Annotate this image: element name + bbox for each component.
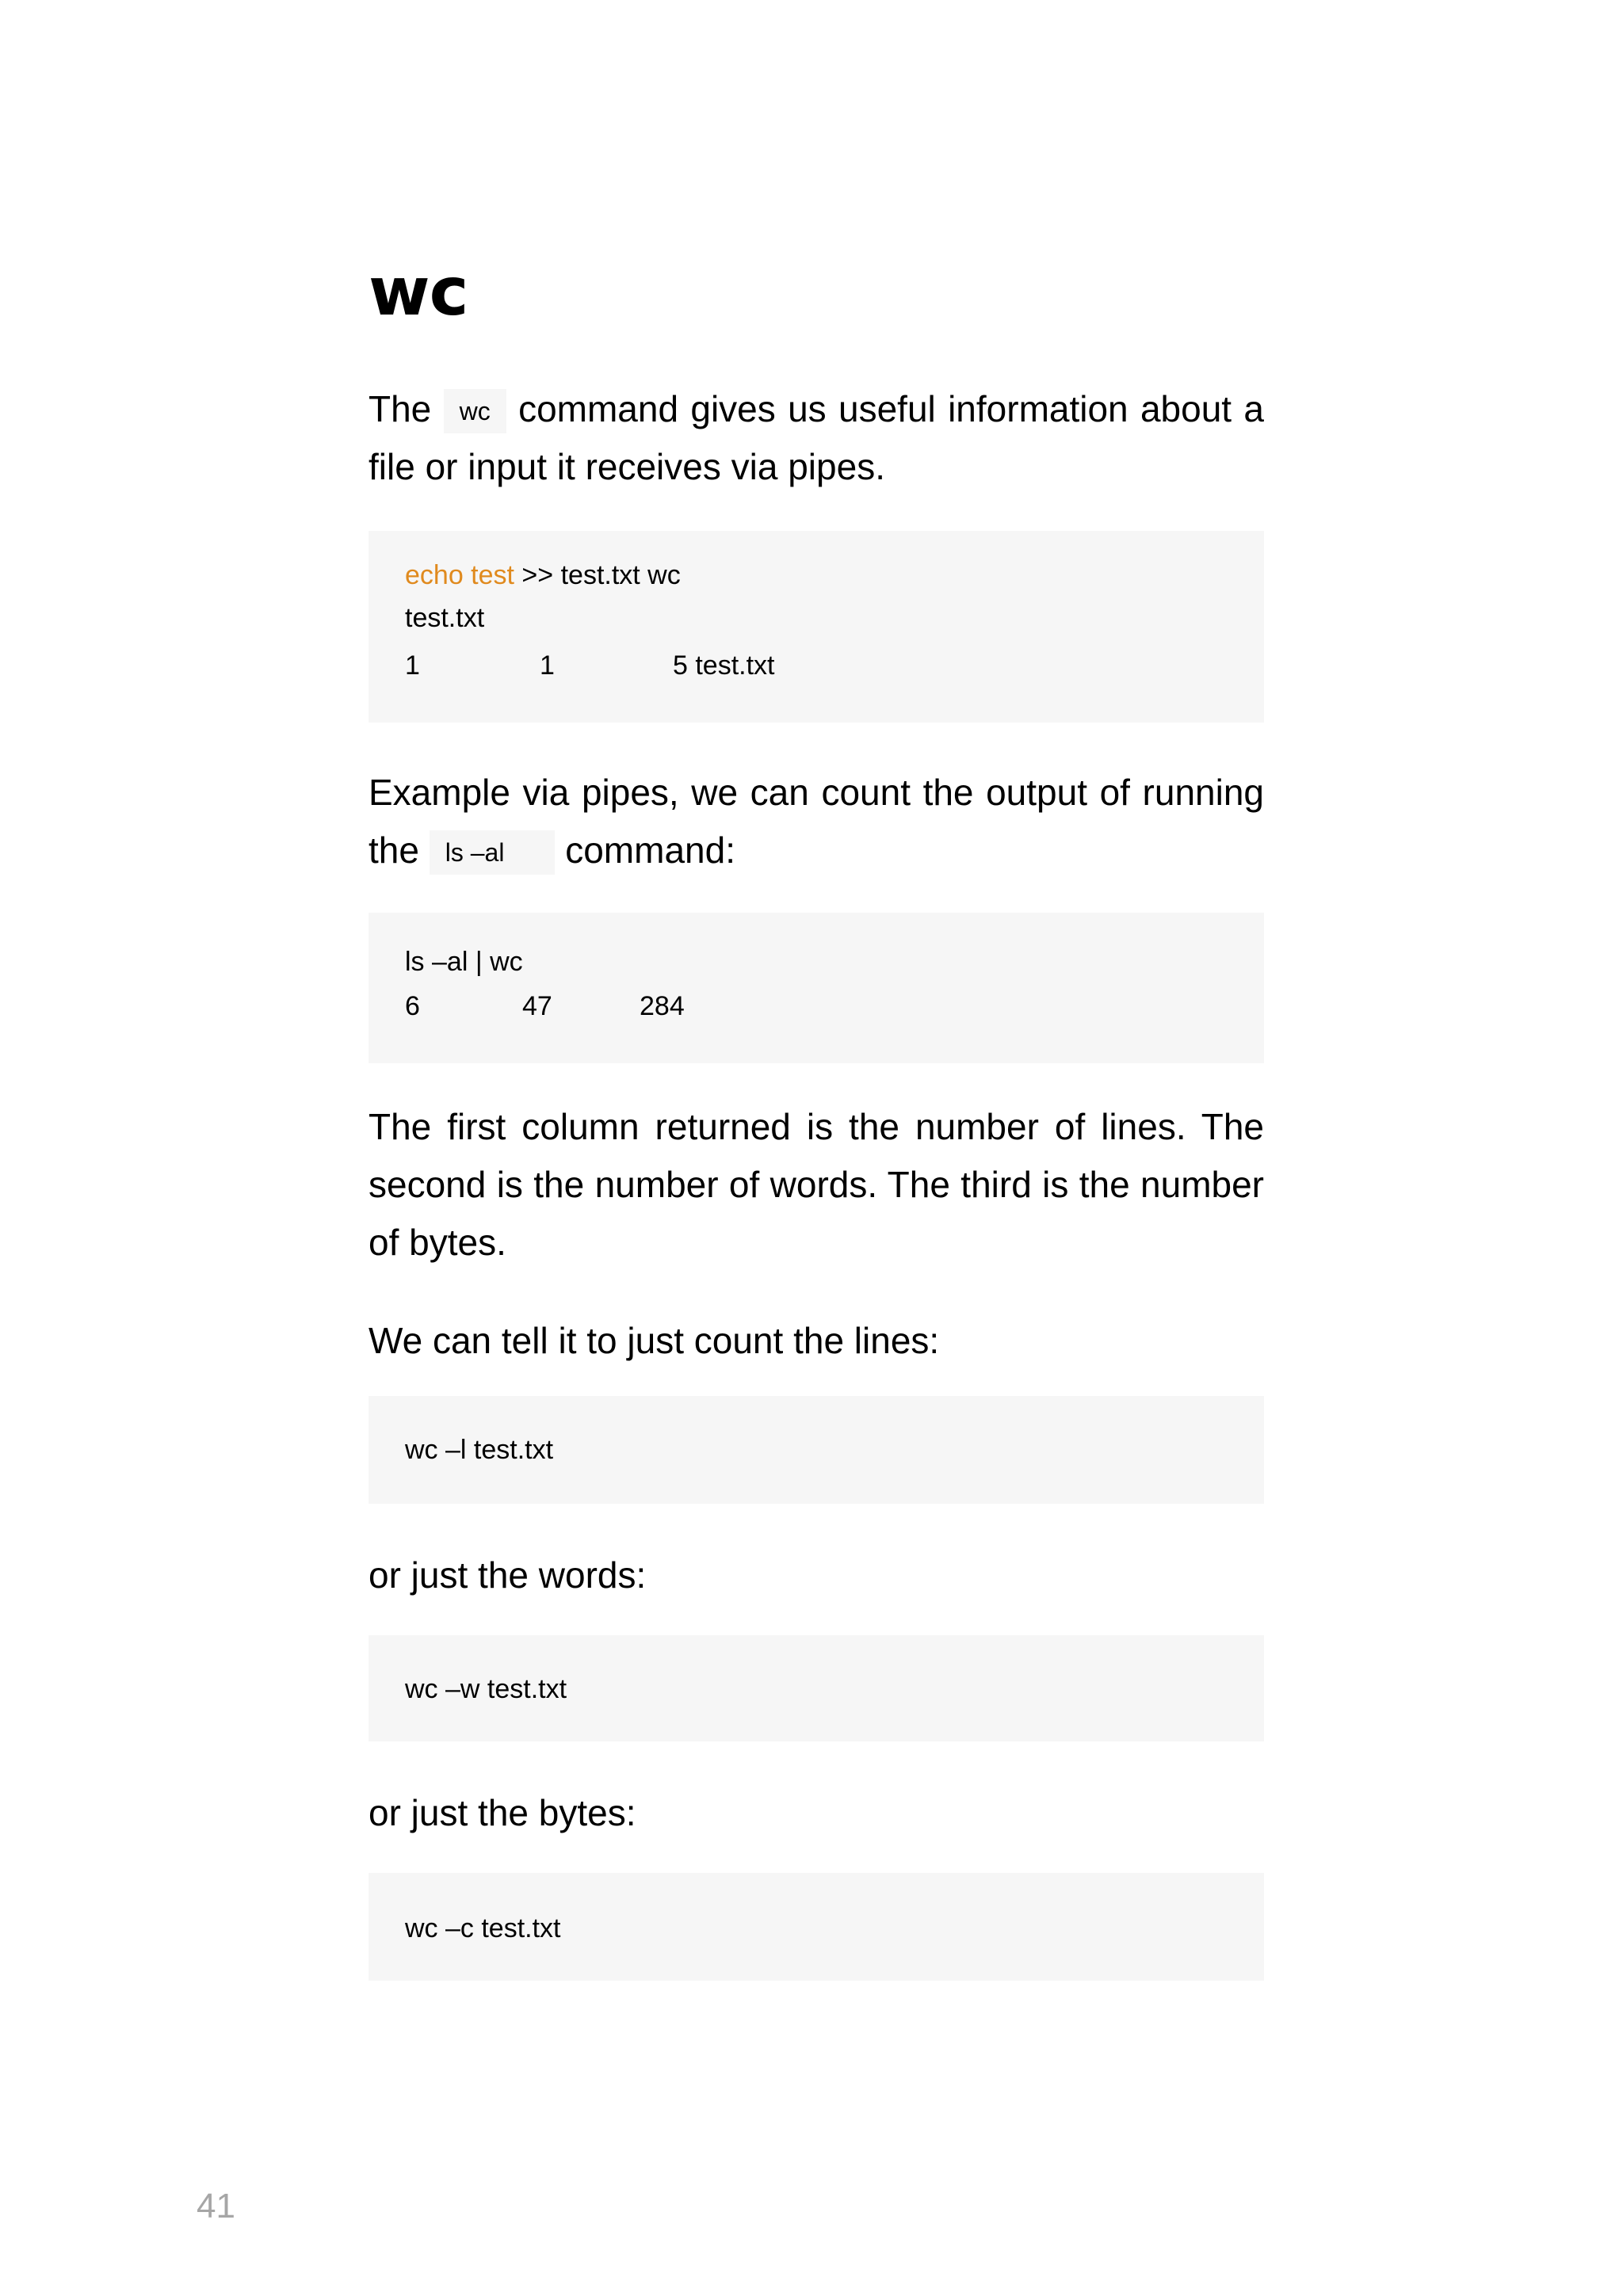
columns-paragraph: The first column returned is the number of lines. The second is the number of words. The third is the number of bytes. (369, 1106, 1264, 1263)
code-block-ls-wc (369, 913, 1264, 1063)
pipes-paragraph (369, 764, 1264, 879)
code-keyword: echo test (405, 560, 514, 590)
code-line: wc –w test.txt (405, 1674, 567, 1704)
output-bytes-count: 5 test.txt (673, 650, 775, 681)
lines-paragraph: We can tell it to just count the lines: (369, 1320, 940, 1361)
intro-paragraph (369, 380, 1264, 496)
code-block-echo (369, 531, 1264, 723)
code-output-line (405, 650, 1197, 681)
inline-code-wc: wc (444, 389, 506, 433)
intro-text-before: The (369, 388, 432, 429)
code-output-line (405, 990, 1197, 1022)
bytes-paragraph: or just the bytes: (369, 1792, 636, 1833)
code-line: ls –al | wc (405, 947, 523, 977)
pipes-text-after: command: (565, 830, 735, 871)
page-number: 41 (197, 2187, 235, 2225)
code-block-lines (369, 1396, 1264, 1504)
words-paragraph: or just the words: (369, 1554, 647, 1596)
output-words-count: 1 (540, 650, 555, 681)
intro-text-after: command gives us useful information about a file or input it receives via pipes. (369, 388, 1265, 487)
code-text: >> test.txt wc (514, 560, 681, 590)
code-line (405, 559, 681, 591)
output-words-count: 47 (522, 991, 552, 1021)
output-bytes-count: 284 (640, 991, 685, 1021)
page-title: wc (369, 253, 468, 330)
code-line: test.txt (405, 603, 485, 633)
code-block-words (369, 1635, 1264, 1741)
code-line: wc –c test.txt (405, 1913, 561, 1943)
code-block-bytes (369, 1873, 1264, 1981)
output-lines-count: 1 (405, 650, 420, 681)
inline-code-ls: ls –al (430, 830, 556, 875)
code-line: wc –l test.txt (405, 1435, 554, 1465)
output-lines-count: 6 (405, 991, 420, 1021)
pipes-text-before: Example via pipes, we can count the output of running the (369, 772, 1264, 871)
